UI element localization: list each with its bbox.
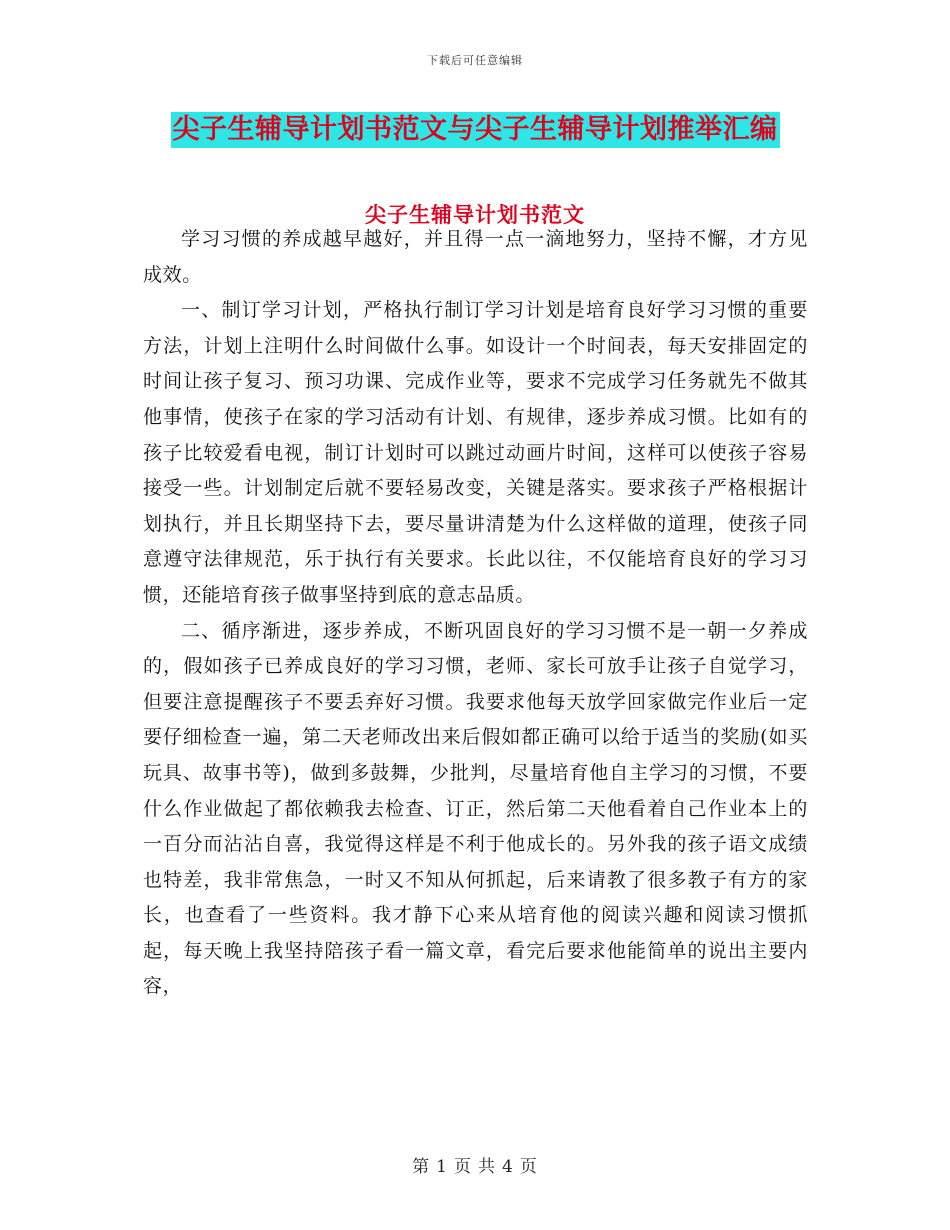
total-pages-number: 4 [502, 1157, 514, 1177]
document-title-container [0, 112, 950, 148]
footer-suffix: 页 [519, 1157, 538, 1177]
footer-total-prefix: 共 [478, 1157, 496, 1177]
paragraph-two: 二、循序渐进，逐步养成，不断巩固良好的学习习惯不是一朝一夕养成的，假如孩子已养成良好的学习习惯，老师、家长可放手让孩子自觉学习，但要注意提醒孩子不要丢弃好习惯。我要求他每天放学回家做完作业后一定要仔细检查一遍，第二天老师改出来后假如都正确可以给于适当的奖励(如买玩具、故事书等)，做到多鼓舞，少批判，尽量培育他自主学习的习惯，不要什么作业做起了都依赖我去检查、订正，然后第二天他看着自己作业本上的一百分而沾沾自喜，我觉得这样是不利于他成长的。另外我的孩子语文成绩也特差，我非常焦急，一时又不知从何抓起，后来请教了很多教子有方的家长，也查看了一些资料。我才静下心来从培育他的阅读兴趣和阅读习惯抓起，每天晚上我坚持陪孩子看一篇文章，看完后要求他能简单的说出主要内容， [143, 619, 808, 998]
paragraph-one: 一、制订学习计划，严格执行制订学习计划是培育良好学习习惯的重要方法，计划上注明什么时间做什么事。如设计一个时间表，每天安排固定的时间让孩子复习、预习功课、完成作业等，要求不完成学习任务就先不做其他事情，使孩子在家的学习活动有计划、有规律，逐步养成习惯。比如有的孩子比较爱看电视，制订计划时可以跳过动画片时间，这样可以使孩子容易接受一些。计划制定后就不要轻易改变，关键是落实。要求孩子严格根据计划执行，并且长期坚持下去，要尽量讲清楚为什么这样做的道理，使孩子同意遵守法律规范，乐于执行有关要求。长此以往，不仅能培育良好的学习习惯，还能培育孩子做事坚持到底的意志品质。 [143, 299, 808, 606]
current-page-number: 1 [436, 1157, 448, 1177]
page-header-note: 下载后可任意编辑 [427, 54, 523, 67]
page-footer [0, 1152, 950, 1177]
paragraph-intro: 学习习惯的养成越早越好，并且得一点一滴地努力，坚持不懈，才方见成效。 [143, 228, 808, 286]
section-title: 尖子生辅导计划书范文 [365, 203, 585, 227]
document-body [143, 218, 808, 1005]
document-title: 尖子生辅导计划书范文与尖子生辅导计划推举汇编 [171, 112, 780, 148]
footer-prefix: 第 [412, 1157, 431, 1177]
footer-page-label: 页 [454, 1157, 472, 1177]
